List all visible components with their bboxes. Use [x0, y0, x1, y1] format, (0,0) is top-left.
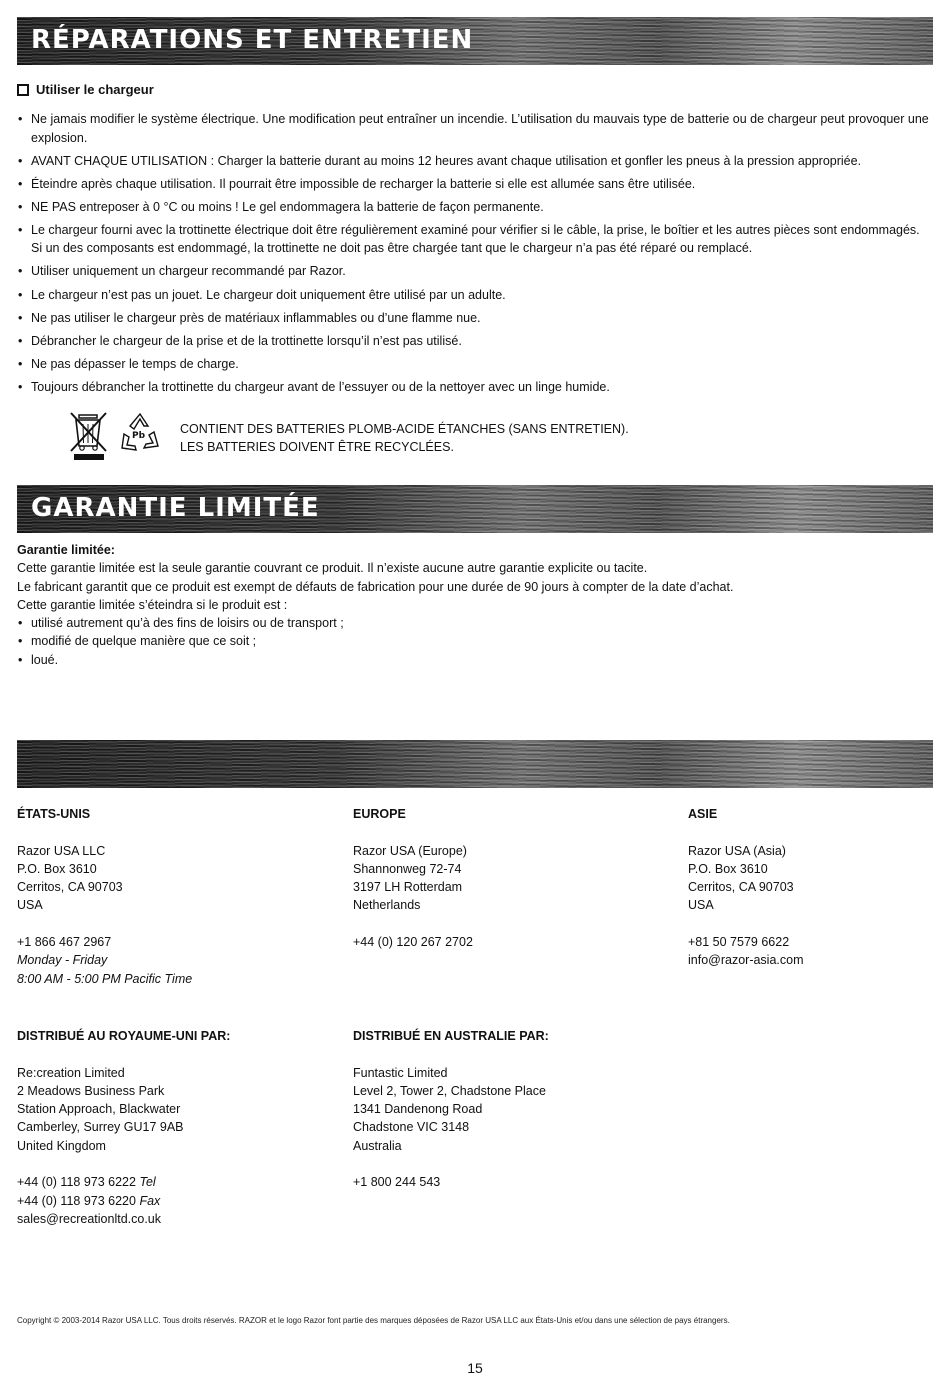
phone-number: +44 (0) 120 267 2702 — [353, 935, 473, 950]
address-line: Level 2, Tower 2, Chadstone Place — [353, 1083, 546, 1098]
address-line: Re:creation Limited — [17, 1065, 125, 1080]
list-item: • Le chargeur fourni avec la trottinette électrique doit être régulièrement examiné pour vérifier si le câble, la prise, le boîtier et les autres pièces sont endommagés. Si un des composants est endommagé, la trottinette ne doit pas être chargée tant que le chargeur n’a pas été réparé ou remplacé. — [17, 221, 933, 258]
contact-heading: ASIE — [688, 807, 718, 821]
address-line: 2 Meadows Business Park — [17, 1083, 165, 1098]
address-line: P.O. Box 3610 — [688, 861, 768, 876]
address-line: P.O. Box 3610 — [17, 861, 97, 876]
checkbox-icon — [17, 84, 29, 96]
fax-line — [17, 1192, 317, 1210]
section-banner-contacts — [17, 740, 933, 788]
list-item: • Débrancher le chargeur de la prise et de la trottinette lorsqu’il n’est pas utilisé. — [17, 332, 933, 351]
warranty-line: Cette garantie limitée s’éteindra si le produit est : — [17, 597, 288, 612]
section-title-repairs: RÉPARATIONS ET ENTRETIEN — [31, 25, 474, 55]
address-line: United Kingdom — [17, 1138, 106, 1153]
copyright-notice: Copyright © 2003-2014 Razor USA LLC. Tous droits réservés. RAZOR et le logo Razor font partie des marques déposées de Razor USA LLC aux États-Unis et/ou dans une sélection de pays étrangers. — [17, 1316, 730, 1325]
warranty-bullet-list — [17, 614, 933, 669]
contact-usa — [17, 805, 317, 988]
warranty-line: Le fabricant garantit que ce produit est exempt de défauts de fabrication pour une durée de 90 jours à compter de la date d’achat. — [17, 579, 734, 594]
address-line: Camberley, Surrey GU17 9AB — [17, 1120, 184, 1135]
list-item: • loué. — [17, 651, 933, 669]
address-line: USA — [17, 898, 43, 913]
address-line: Cerritos, CA 90703 — [17, 880, 123, 895]
section-title-warranty: GARANTIE LIMITÉE — [31, 493, 320, 523]
tel-number: +44 (0) 118 973 6222 — [17, 1175, 136, 1190]
service-days: Monday - Friday — [17, 953, 108, 968]
recycle-pb-icon — [118, 410, 162, 458]
list-item: • Ne pas dépasser le temps de charge. — [17, 355, 933, 374]
tel-label: Tel — [139, 1175, 156, 1190]
recycling-notice-line: LES BATTERIES DOIVENT ÊTRE RECYCLÉES. — [180, 440, 454, 454]
email-link[interactable]: sales@recreationltd.co.uk — [17, 1211, 162, 1226]
fax-label: Fax — [139, 1193, 161, 1208]
list-item: • Ne jamais modifier le système électrique. Une modification peut entraîner un incendie. L’utilisation du mauvais type de batterie ou de chargeur peut provoquer une explosion. — [17, 110, 933, 147]
list-item: • AVANT CHAQUE UTILISATION : Charger la batterie durant au moins 12 heures avant chaque utilisation et gonfler les pneus à la pression appropriée. — [17, 152, 933, 171]
warranty-line: Cette garantie limitée est la seule garantie couvrant ce produit. Il n’existe aucune autre garantie explicite ou tacite. — [17, 561, 648, 576]
tel-line — [17, 1173, 317, 1191]
section-banner-repairs — [17, 17, 933, 65]
address-line: Station Approach, Blackwater — [17, 1102, 181, 1117]
address-line: USA — [688, 898, 714, 913]
phone-number: +1 800 244 543 — [353, 1175, 441, 1190]
section-banner-warranty — [17, 485, 933, 533]
recycling-symbols — [68, 410, 162, 462]
recycling-notice-line: CONTIENT DES BATTERIES PLOMB-ACIDE ÉTANCHES (SANS ENTRETIEN). — [180, 422, 629, 436]
contact-europe — [353, 805, 653, 951]
charger-bullet-list — [17, 110, 933, 401]
address-line: Netherlands — [353, 898, 421, 913]
contact-heading: EUROPE — [353, 807, 406, 821]
address-line: Razor USA LLC — [17, 843, 106, 858]
phone-number: +81 50 7579 6622 — [688, 935, 790, 950]
contact-australia — [353, 1027, 653, 1192]
list-item: • Ne pas utiliser le chargeur près de matériaux inflammables ou d’une flamme nue. — [17, 309, 933, 328]
address-line: Shannonweg 72-74 — [353, 861, 462, 876]
address-line: Funtastic Limited — [353, 1065, 448, 1080]
contact-asia — [688, 805, 950, 970]
list-item: • NE PAS entreposer à 0 °C ou moins ! Le gel endommagera la batterie de façon permanente. — [17, 198, 933, 217]
address-line: Australia — [353, 1138, 402, 1153]
contact-uk — [17, 1027, 317, 1228]
pb-label: Pb — [132, 431, 146, 441]
list-item: • Le chargeur n’est pas un jouet. Le chargeur doit uniquement être utilisé par un adulte. — [17, 286, 933, 305]
phone-number: +1 866 467 2967 — [17, 935, 112, 950]
list-item: • Utiliser uniquement un chargeur recommandé par Razor. — [17, 262, 933, 281]
list-item: • Éteindre après chaque utilisation. Il pourrait être impossible de recharger la batterie si elle est allumée sans être utilisée. — [17, 175, 933, 194]
contact-heading: ÉTATS-UNIS — [17, 807, 91, 821]
address-line: Razor USA (Asia) — [688, 843, 786, 858]
address-line: 1341 Dandenong Road — [353, 1102, 483, 1117]
crossed-bin-icon — [68, 410, 110, 462]
warranty-text — [17, 541, 933, 669]
list-item: • modifié de quelque manière que ce soit ; — [17, 632, 933, 650]
page-number: 15 — [467, 1360, 483, 1376]
sub-heading-label: Utiliser le chargeur — [36, 82, 154, 97]
address-line: 3197 LH Rotterdam — [353, 880, 463, 895]
list-item: • Toujours débrancher la trottinette du chargeur avant de l’essuyer ou de la nettoyer avec un linge humide. — [17, 378, 933, 397]
address-line: Chadstone VIC 3148 — [353, 1120, 470, 1135]
fax-number: +44 (0) 118 973 6220 — [17, 1193, 136, 1208]
warranty-heading: Garantie limitée: — [17, 543, 115, 557]
sub-heading-charger — [17, 82, 154, 97]
service-hours: 8:00 AM - 5:00 PM Pacific Time — [17, 971, 193, 986]
contact-heading: DISTRIBUÉ AU ROYAUME-UNI PAR: — [17, 1029, 231, 1043]
list-item: • utilisé autrement qu’à des fins de loisirs ou de transport ; — [17, 614, 933, 632]
contact-heading: DISTRIBUÉ EN AUSTRALIE PAR: — [353, 1029, 549, 1043]
address-line: Razor USA (Europe) — [353, 843, 467, 858]
recycling-notice — [180, 420, 629, 456]
email-link[interactable]: info@razor-asia.com — [688, 953, 804, 968]
address-line: Cerritos, CA 90703 — [688, 880, 794, 895]
